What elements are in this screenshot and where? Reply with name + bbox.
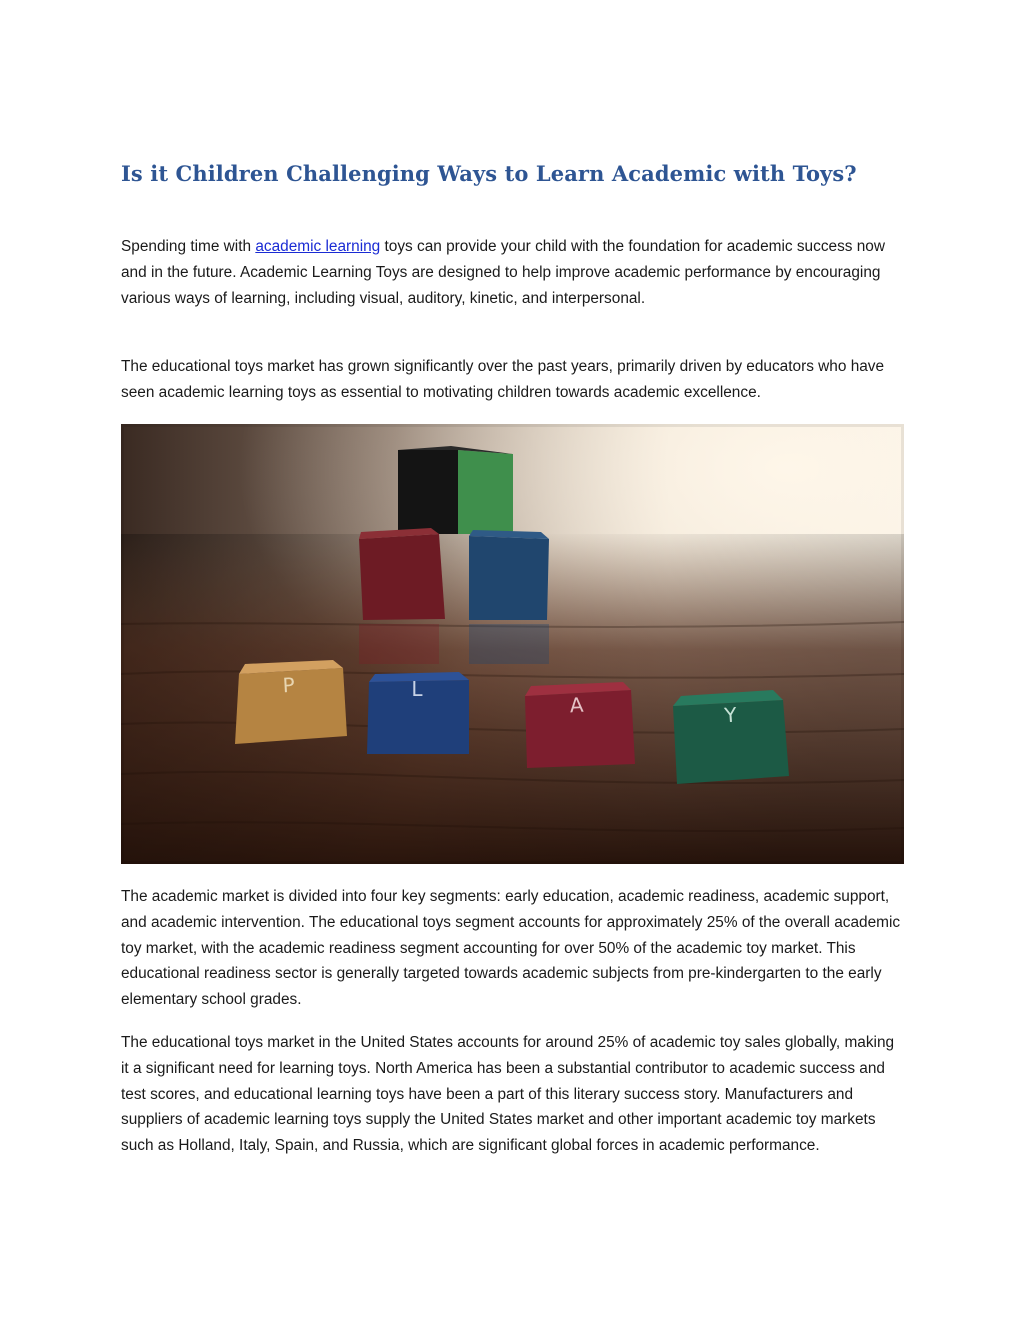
letter-block-a — [525, 682, 635, 768]
paragraph-intro-rest: toys can provide your child with the foundation for academic success now and in the future. Academic Learning Toys are designed to help improve academic performance by encouraging various ways of learning, including visual, auditory, kinetic, and interpersonal. — [121, 238, 885, 307]
letter-block-a-label: A — [569, 692, 585, 718]
page-title: Is it Children Challenging Ways to Learn Academic with Toys? — [121, 161, 857, 186]
paragraph-us-market: The educational toys market in the United States accounts for around 25% of academic toy sales globally, making it a significant need for learning toys. North America has been a substantial contributor to academic success and test scores, and educational learning toys have been a part of this literary success story. Manufacturers and suppliers of academic learning toys supply the United States market and other important academic toy markets such as Holland, Italy, Spain, and Russia, which are significant global forces in academic performance. — [121, 1034, 895, 1155]
play-blocks-photo — [121, 424, 904, 864]
letter-block-p-label: P — [281, 672, 296, 698]
paragraph-segments: The academic market is divided into four key segments: early education, academic readiness, academic support, and academic intervention. The educational toys segment accounts for approximately 25% of the overall academic toy market, with the academic readiness segment accounting for over 50% of the academic toy market. This educational readiness sector is generally targeted towards academic subjects from pre-kindergarten to the early elementary school grades. — [121, 888, 901, 1009]
letter-block-p — [235, 660, 347, 744]
middle-right-block — [469, 530, 549, 620]
academic-learning-link[interactable]: academic learning — [255, 238, 381, 255]
top-block — [398, 446, 513, 534]
letter-block-l — [367, 672, 469, 754]
paragraph-intro-lead: Spending time with — [121, 238, 256, 255]
paragraph-intro — [121, 234, 906, 311]
letter-block-l-label: L — [411, 677, 423, 701]
letter-block-y-label: Y — [723, 702, 738, 728]
letter-block-y — [673, 690, 789, 784]
middle-left-block — [359, 528, 445, 620]
paragraph-market-growth: The educational toys market has grown significantly over the past years, primarily driven by educators who have seen academic learning toys as essential to motivating children towards academic excellence. — [121, 358, 885, 401]
